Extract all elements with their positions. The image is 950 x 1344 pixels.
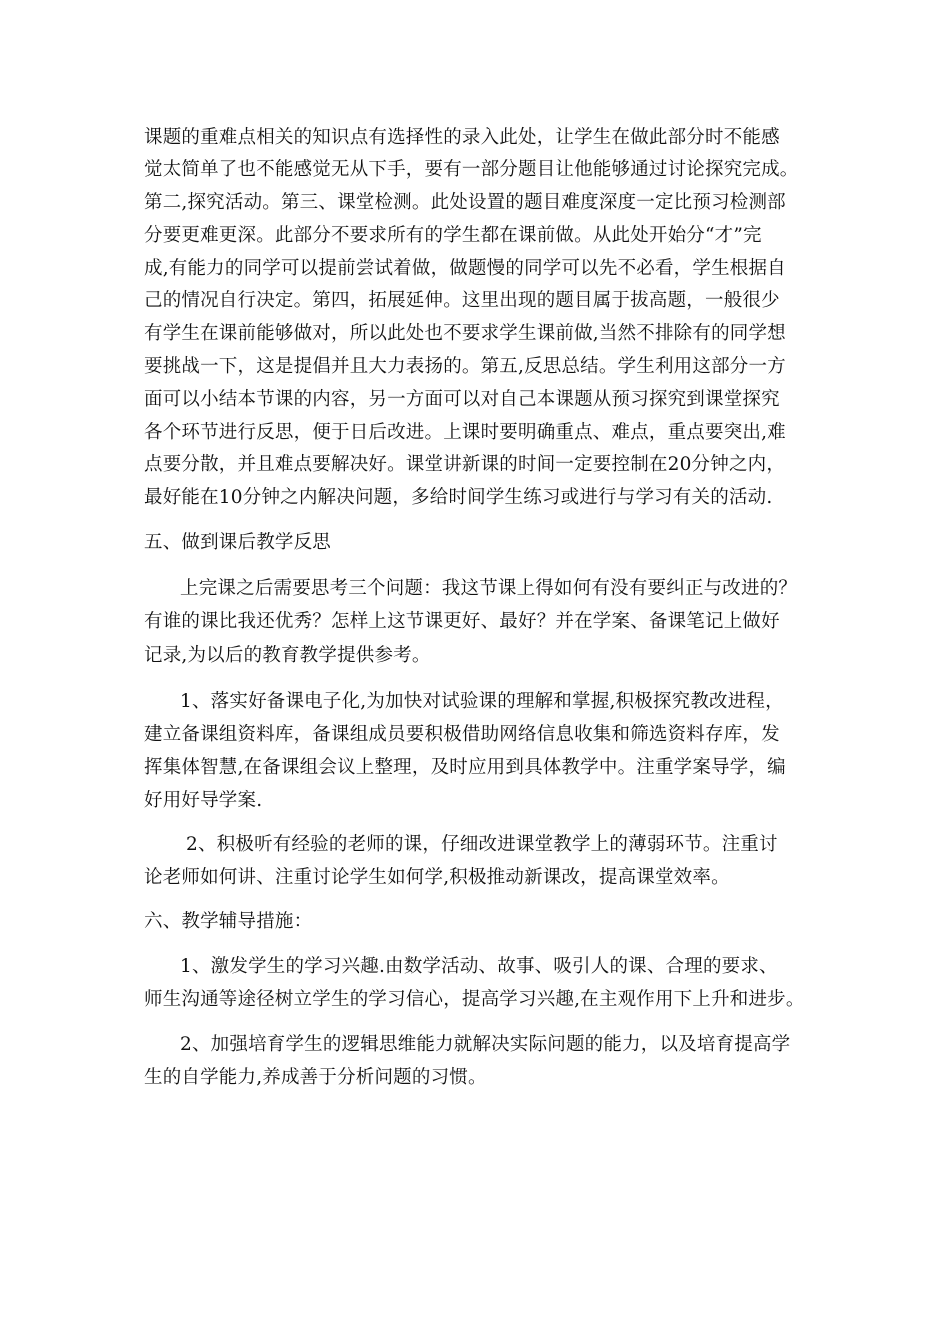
text-line: 点要分散，并且难点要解决好。课堂讲新课的时间一定要控制在20分钟之内， (144, 454, 786, 475)
text-line: 己的情况自行决定。第四，拓展延伸。这里出现的题目属于拔高题，一般很少 (144, 290, 780, 311)
text-line: 论老师如何讲、注重讨论学生如何学,积极推动新课改，提高课堂效率。 (144, 867, 730, 888)
text-line: 1、激发学生的学习兴趣.由数学活动、故事、吸引人的课、合理的要求、 (180, 956, 778, 977)
text-line: 师生沟通等途径树立学生的学习信心，提高学习兴趣,在主观作用下上升和进步。 (144, 989, 805, 1010)
text-line: 建立备课组资料库，备课组成员要积极借助网络信息收集和筛选资料存库，发 (144, 724, 780, 745)
text-line: 成,有能力的同学可以提前尝试着做，做题慢的同学可以先不必看，学生根据自 (144, 258, 786, 279)
text-line: 记录,为以后的教育教学提供参考。 (144, 645, 431, 666)
text-line: 好用好导学案. (144, 790, 263, 811)
section-heading: 六、教学辅导措施： (144, 911, 313, 932)
section-heading: 五、做到课后教学反思 (144, 532, 332, 553)
text-line: 2、积极听有经验的老师的课，仔细改进课堂教学上的薄弱环节。注重讨 (186, 834, 778, 855)
text-line: 分要更难更深。此部分不要求所有的学生都在课前做。从此处开始分“才”完 (144, 225, 762, 246)
text-line: 课题的重难点相关的知识点有选择性的录入此处，让学生在做此部分时不能感 (144, 127, 780, 148)
text-line: 上完课之后需要思考三个问题：我这节课上得如何有没有要纠正与改进的？ (180, 578, 798, 599)
text-line: 面可以小结本节课的内容，另一方面可以对自己本课题从预习探究到课堂探究 (144, 389, 780, 410)
text-line: 各个环节进行反思，便于日后改进。上课时要明确重点、难点，重点要突出,难 (144, 422, 786, 443)
text-line: 要挑战一下，这是提倡并且大力表扬的。第五,反思总结。学生利用这部分一方 (144, 356, 786, 377)
text-line: 有谁的课比我还优秀？怎样上这节课更好、最好？并在学案、备课笔记上做好 (144, 611, 780, 632)
text-line: 第二,探究活动。第三、课堂检测。此处设置的题目难度深度一定比预习检测部 (144, 192, 786, 213)
text-line: 2、加强培育学生的逻辑思维能力就解决实际问题的能力，以及培育提高学 (180, 1034, 791, 1055)
text-line: 挥集体智慧,在备课组会议上整理，及时应用到具体教学中。注重学案导学，编 (144, 757, 786, 778)
text-line: 生的自学能力,养成善于分析问题的习惯。 (144, 1067, 487, 1088)
text-line: 1、落实好备课电子化,为加快对试验课的理解和掌握,积极探究教改进程， (180, 691, 784, 712)
text-line: 有学生在课前能够做对，所以此处也不要求学生课前做,当然不排除有的同学想 (144, 323, 786, 344)
text-line: 觉太简单了也不能感觉无从下手，要有一部分题目让他能够通过讨论探究完成。 (144, 159, 799, 180)
text-line: 最好能在10分钟之内解决问题，多给时间学生练习或进行与学习有关的活动. (144, 487, 773, 508)
